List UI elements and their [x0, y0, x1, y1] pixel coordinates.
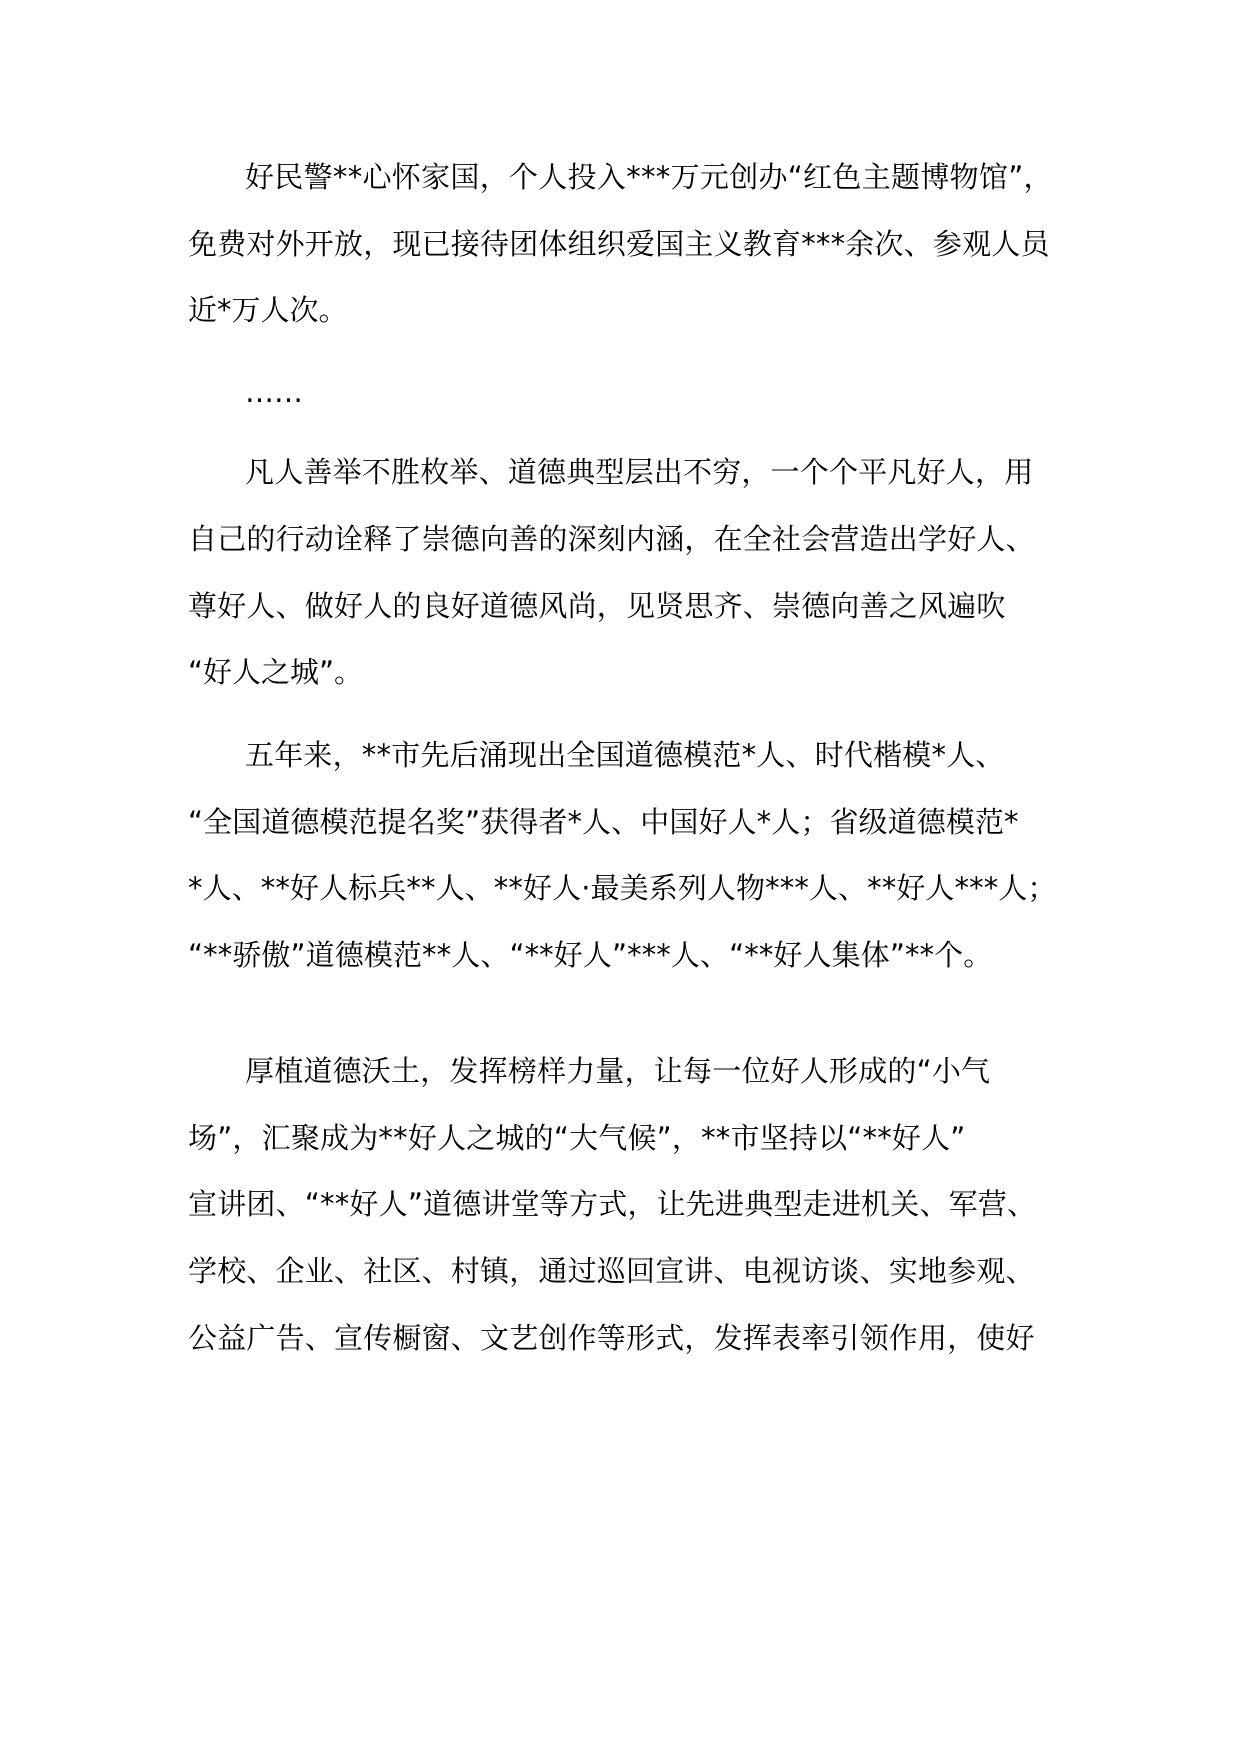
- paragraph-1-line-1: 好民警**心怀家国，个人投入***万元创办“红色主题博物馆”，: [245, 160, 1053, 194]
- paragraph-5-line-1: 厚植道德沃土，发挥榜样力量，让每一位好人形成的“小气: [245, 1054, 991, 1088]
- paragraph-3-line-2: 自己的行动诠释了崇德向善的深刻内涵，在全社会营造出学好人、: [188, 522, 1035, 556]
- paragraph-5-line-4: 学校、企业、社区、村镇，通过巡回宣讲、电视访谈、实地参观、: [188, 1254, 1035, 1288]
- paragraph-1-line-2: 免费对外开放，现已接待团体组织爱国主义教育***余次、参观人员: [188, 227, 1050, 261]
- paragraph-4-line-2: “全国道德模范提名奖”获得者*人、中国好人*人；省级道德模范*: [188, 805, 1019, 839]
- paragraph-4-line-1: 五年来，**市先后涌现出全国道德模范*人、时代楷模*人、: [245, 738, 1005, 772]
- paragraph-3-line-4: “好人之城”。: [188, 655, 364, 689]
- paragraph-2-line-1: ……: [245, 375, 303, 409]
- paragraph-4-line-3: *人、**好人标兵**人、**好人·最美系列人物***人、**好人***人；: [188, 871, 1057, 905]
- paragraph-5-line-3: 宣讲团、“**好人”道德讲堂等方式，让先进典型走进机关、军营、: [188, 1187, 1037, 1221]
- paragraph-5-line-2: 场”，汇聚成为**好人之城的“大气候”，**市坚持以“**好人”: [188, 1121, 966, 1155]
- paragraph-3-line-3: 尊好人、做好人的良好道德风尚，见贤思齐、崇德向善之风遍吹: [188, 589, 1006, 623]
- paragraph-1-line-3: 近*万人次。: [188, 293, 348, 327]
- paragraph-4-line-4: “**骄傲”道德模范**人、“**好人”***人、“**好人集体”**个。: [188, 938, 993, 972]
- paragraph-3-line-1: 凡人善举不胜枚举、道德典型层出不穷，一个个平凡好人，用: [245, 455, 1034, 489]
- paragraph-5-line-5: 公益广告、宣传橱窗、文艺创作等形式，发挥表率引领作用，使好: [188, 1321, 1035, 1355]
